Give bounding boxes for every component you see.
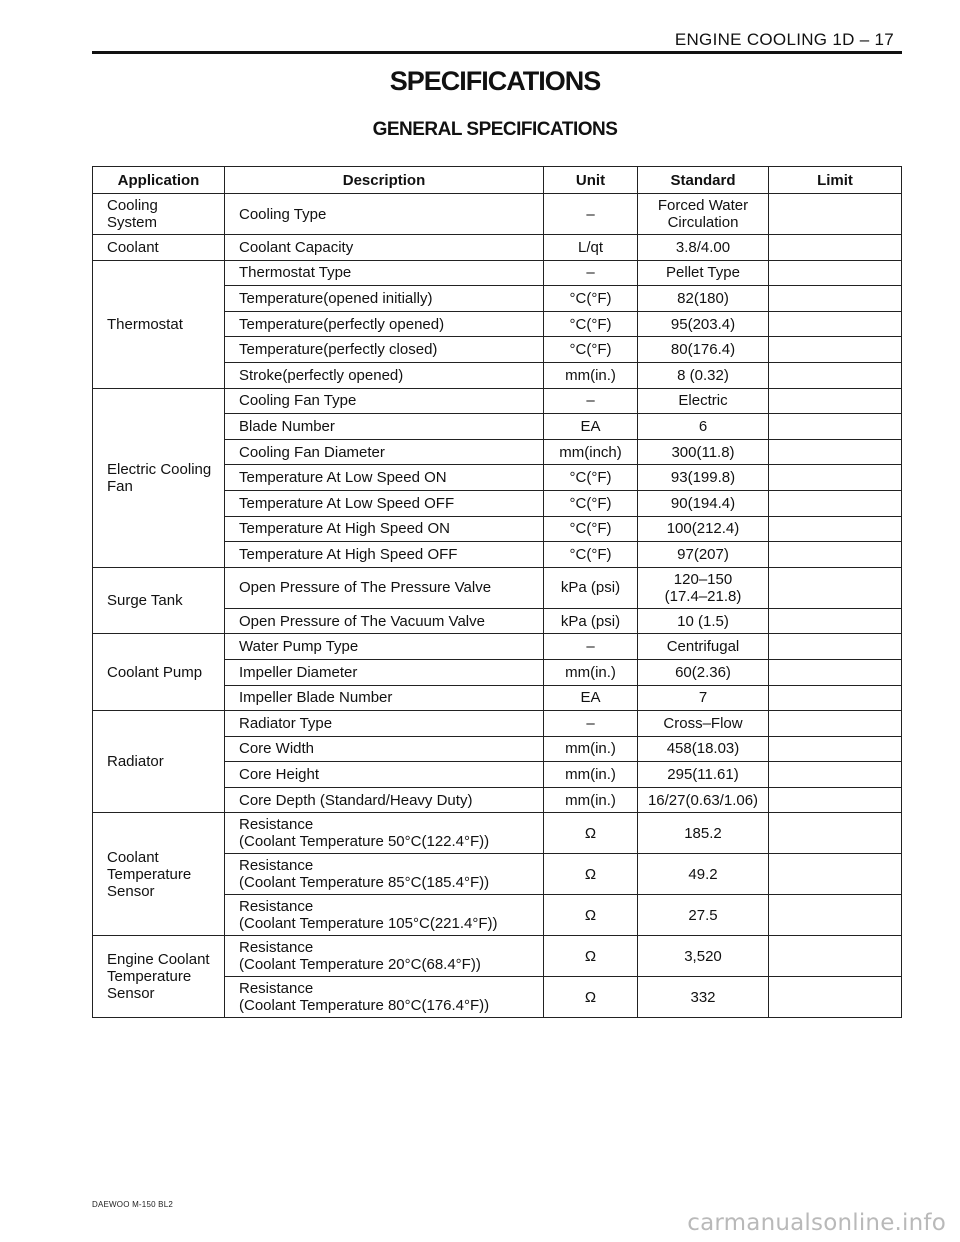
cell-standard: 100(212.4) xyxy=(638,516,769,542)
cell-application: Electric Cooling Fan xyxy=(93,388,225,567)
cell-unit: °C(°F) xyxy=(544,516,638,542)
cell-limit xyxy=(769,194,902,235)
cell-limit xyxy=(769,337,902,363)
cell-application: Engine Coolant Temperature Sensor xyxy=(93,936,225,1018)
cell-standard: 82(180) xyxy=(638,286,769,312)
cell-standard: 7 xyxy=(638,685,769,711)
cell-standard: 332 xyxy=(638,977,769,1018)
cell-unit: °C(°F) xyxy=(544,337,638,363)
cell-limit xyxy=(769,542,902,568)
cell-limit xyxy=(769,736,902,762)
cell-standard: 60(2.36) xyxy=(638,659,769,685)
cell-standard: 185.2 xyxy=(638,813,769,854)
cell-unit: EA xyxy=(544,414,638,440)
cell-unit: mm(in.) xyxy=(544,762,638,788)
cell-unit: mm(in.) xyxy=(544,736,638,762)
table-row xyxy=(93,936,902,977)
table-row xyxy=(93,235,902,261)
cell-application: Cooling System xyxy=(93,194,225,235)
cell-description: Resistance (Coolant Temperature 105°C(221.4°F)) xyxy=(225,895,544,936)
cell-unit: Ω xyxy=(544,813,638,854)
section-subtitle: GENERAL SPECIFICATIONS xyxy=(372,119,618,140)
cell-limit xyxy=(769,388,902,414)
cell-limit xyxy=(769,235,902,261)
cell-limit xyxy=(769,608,902,634)
cell-description: Coolant Capacity xyxy=(225,235,544,261)
cell-standard: 93(199.8) xyxy=(638,465,769,491)
cell-standard: 295(11.61) xyxy=(638,762,769,788)
cell-limit xyxy=(769,286,902,312)
table-row xyxy=(93,260,902,286)
cell-application: Coolant Pump xyxy=(93,634,225,711)
cell-standard: 90(194.4) xyxy=(638,490,769,516)
cell-description: Resistance (Coolant Temperature 50°C(122.4°F)) xyxy=(225,813,544,854)
page-title: SPECIFICATIONS xyxy=(389,66,601,96)
cell-limit xyxy=(769,895,902,936)
cell-limit xyxy=(769,787,902,813)
cell-standard: 458(18.03) xyxy=(638,736,769,762)
cell-limit xyxy=(769,567,902,608)
cell-limit xyxy=(769,311,902,337)
cell-unit: °C(°F) xyxy=(544,286,638,312)
cell-standard: 120–150 (17.4–21.8) xyxy=(638,567,769,608)
cell-standard: Pellet Type xyxy=(638,260,769,286)
cell-standard: 80(176.4) xyxy=(638,337,769,363)
column-header-unit: Unit xyxy=(544,167,638,194)
cell-standard: Cross–Flow xyxy=(638,711,769,737)
cell-standard: 3,520 xyxy=(638,936,769,977)
cell-application: Coolant xyxy=(93,235,225,261)
cell-unit: °C(°F) xyxy=(544,542,638,568)
cell-limit xyxy=(769,659,902,685)
cell-standard: Centrifugal xyxy=(638,634,769,660)
cell-description: Temperature(perfectly opened) xyxy=(225,311,544,337)
cell-description: Resistance (Coolant Temperature 20°C(68.4°F)) xyxy=(225,936,544,977)
cell-standard: 300(11.8) xyxy=(638,439,769,465)
cell-limit xyxy=(769,854,902,895)
cell-limit xyxy=(769,260,902,286)
cell-unit: kPa (psi) xyxy=(544,567,638,608)
cell-description: Thermostat Type xyxy=(225,260,544,286)
cell-limit xyxy=(769,977,902,1018)
table-row xyxy=(93,813,902,854)
cell-unit: °C(°F) xyxy=(544,490,638,516)
cell-application: Surge Tank xyxy=(93,567,225,634)
cell-standard: 97(207) xyxy=(638,542,769,568)
table-row xyxy=(93,634,902,660)
watermark: carmanualsonline.info xyxy=(687,1210,946,1236)
cell-description: Blade Number xyxy=(225,414,544,440)
cell-description: Temperature At Low Speed OFF xyxy=(225,490,544,516)
page-header: ENGINE COOLING 1D – 17 xyxy=(674,30,894,49)
header-rule xyxy=(92,51,902,54)
cell-description: Cooling Type xyxy=(225,194,544,235)
cell-description: Impeller Blade Number xyxy=(225,685,544,711)
cell-standard: 27.5 xyxy=(638,895,769,936)
table-row xyxy=(93,711,902,737)
cell-unit: Ω xyxy=(544,854,638,895)
cell-description: Water Pump Type xyxy=(225,634,544,660)
table-header-row xyxy=(93,167,902,194)
cell-description: Open Pressure of The Vacuum Valve xyxy=(225,608,544,634)
cell-unit: mm(inch) xyxy=(544,439,638,465)
cell-unit: EA xyxy=(544,685,638,711)
cell-unit: – xyxy=(544,194,638,235)
cell-limit xyxy=(769,439,902,465)
cell-limit xyxy=(769,685,902,711)
footer-doc-code: DAEWOO M-150 BL2 xyxy=(92,1200,174,1209)
cell-limit xyxy=(769,414,902,440)
column-header-limit: Limit xyxy=(769,167,902,194)
cell-limit xyxy=(769,762,902,788)
cell-description: Impeller Diameter xyxy=(225,659,544,685)
cell-standard: 8 (0.32) xyxy=(638,362,769,388)
cell-application: Coolant Temperature Sensor xyxy=(93,813,225,936)
cell-application: Thermostat xyxy=(93,260,225,388)
cell-standard: Electric xyxy=(638,388,769,414)
cell-unit: °C(°F) xyxy=(544,311,638,337)
column-header-standard: Standard xyxy=(638,167,769,194)
cell-unit: – xyxy=(544,260,638,286)
cell-standard: 16/27(0.63/1.06) xyxy=(638,787,769,813)
cell-description: Cooling Fan Type xyxy=(225,388,544,414)
cell-unit: – xyxy=(544,634,638,660)
cell-limit xyxy=(769,711,902,737)
table-row xyxy=(93,567,902,608)
cell-limit xyxy=(769,490,902,516)
cell-unit: – xyxy=(544,388,638,414)
specifications-table xyxy=(92,166,902,1018)
cell-application: Radiator xyxy=(93,711,225,813)
cell-unit: mm(in.) xyxy=(544,787,638,813)
cell-standard: 49.2 xyxy=(638,854,769,895)
cell-description: Temperature At High Speed ON xyxy=(225,516,544,542)
cell-limit xyxy=(769,516,902,542)
cell-description: Stroke(perfectly opened) xyxy=(225,362,544,388)
cell-limit xyxy=(769,465,902,491)
cell-description: Temperature At Low Speed ON xyxy=(225,465,544,491)
cell-description: Temperature At High Speed OFF xyxy=(225,542,544,568)
cell-limit xyxy=(769,813,902,854)
cell-description: Open Pressure of The Pressure Valve xyxy=(225,567,544,608)
cell-unit: L/qt xyxy=(544,235,638,261)
cell-description: Temperature(opened initially) xyxy=(225,286,544,312)
cell-description: Temperature(perfectly closed) xyxy=(225,337,544,363)
cell-limit xyxy=(769,634,902,660)
cell-unit: mm(in.) xyxy=(544,362,638,388)
cell-description: Resistance (Coolant Temperature 85°C(185.4°F)) xyxy=(225,854,544,895)
cell-standard: 3.8/4.00 xyxy=(638,235,769,261)
cell-unit: °C(°F) xyxy=(544,465,638,491)
cell-unit: Ω xyxy=(544,977,638,1018)
cell-unit: Ω xyxy=(544,936,638,977)
cell-description: Resistance (Coolant Temperature 80°C(176.4°F)) xyxy=(225,977,544,1018)
cell-description: Core Depth (Standard/Heavy Duty) xyxy=(225,787,544,813)
cell-description: Cooling Fan Diameter xyxy=(225,439,544,465)
cell-description: Core Width xyxy=(225,736,544,762)
cell-standard: 6 xyxy=(638,414,769,440)
cell-standard: 10 (1.5) xyxy=(638,608,769,634)
cell-description: Core Height xyxy=(225,762,544,788)
cell-unit: – xyxy=(544,711,638,737)
cell-unit: Ω xyxy=(544,895,638,936)
cell-limit xyxy=(769,362,902,388)
column-header-application: Application xyxy=(93,167,225,194)
table-body xyxy=(93,194,902,1018)
cell-limit xyxy=(769,936,902,977)
cell-unit: kPa (psi) xyxy=(544,608,638,634)
cell-standard: Forced Water Circulation xyxy=(638,194,769,235)
table-row xyxy=(93,194,902,235)
cell-description: Radiator Type xyxy=(225,711,544,737)
cell-unit: mm(in.) xyxy=(544,659,638,685)
cell-standard: 95(203.4) xyxy=(638,311,769,337)
column-header-description: Description xyxy=(225,167,544,194)
table-row xyxy=(93,388,902,414)
